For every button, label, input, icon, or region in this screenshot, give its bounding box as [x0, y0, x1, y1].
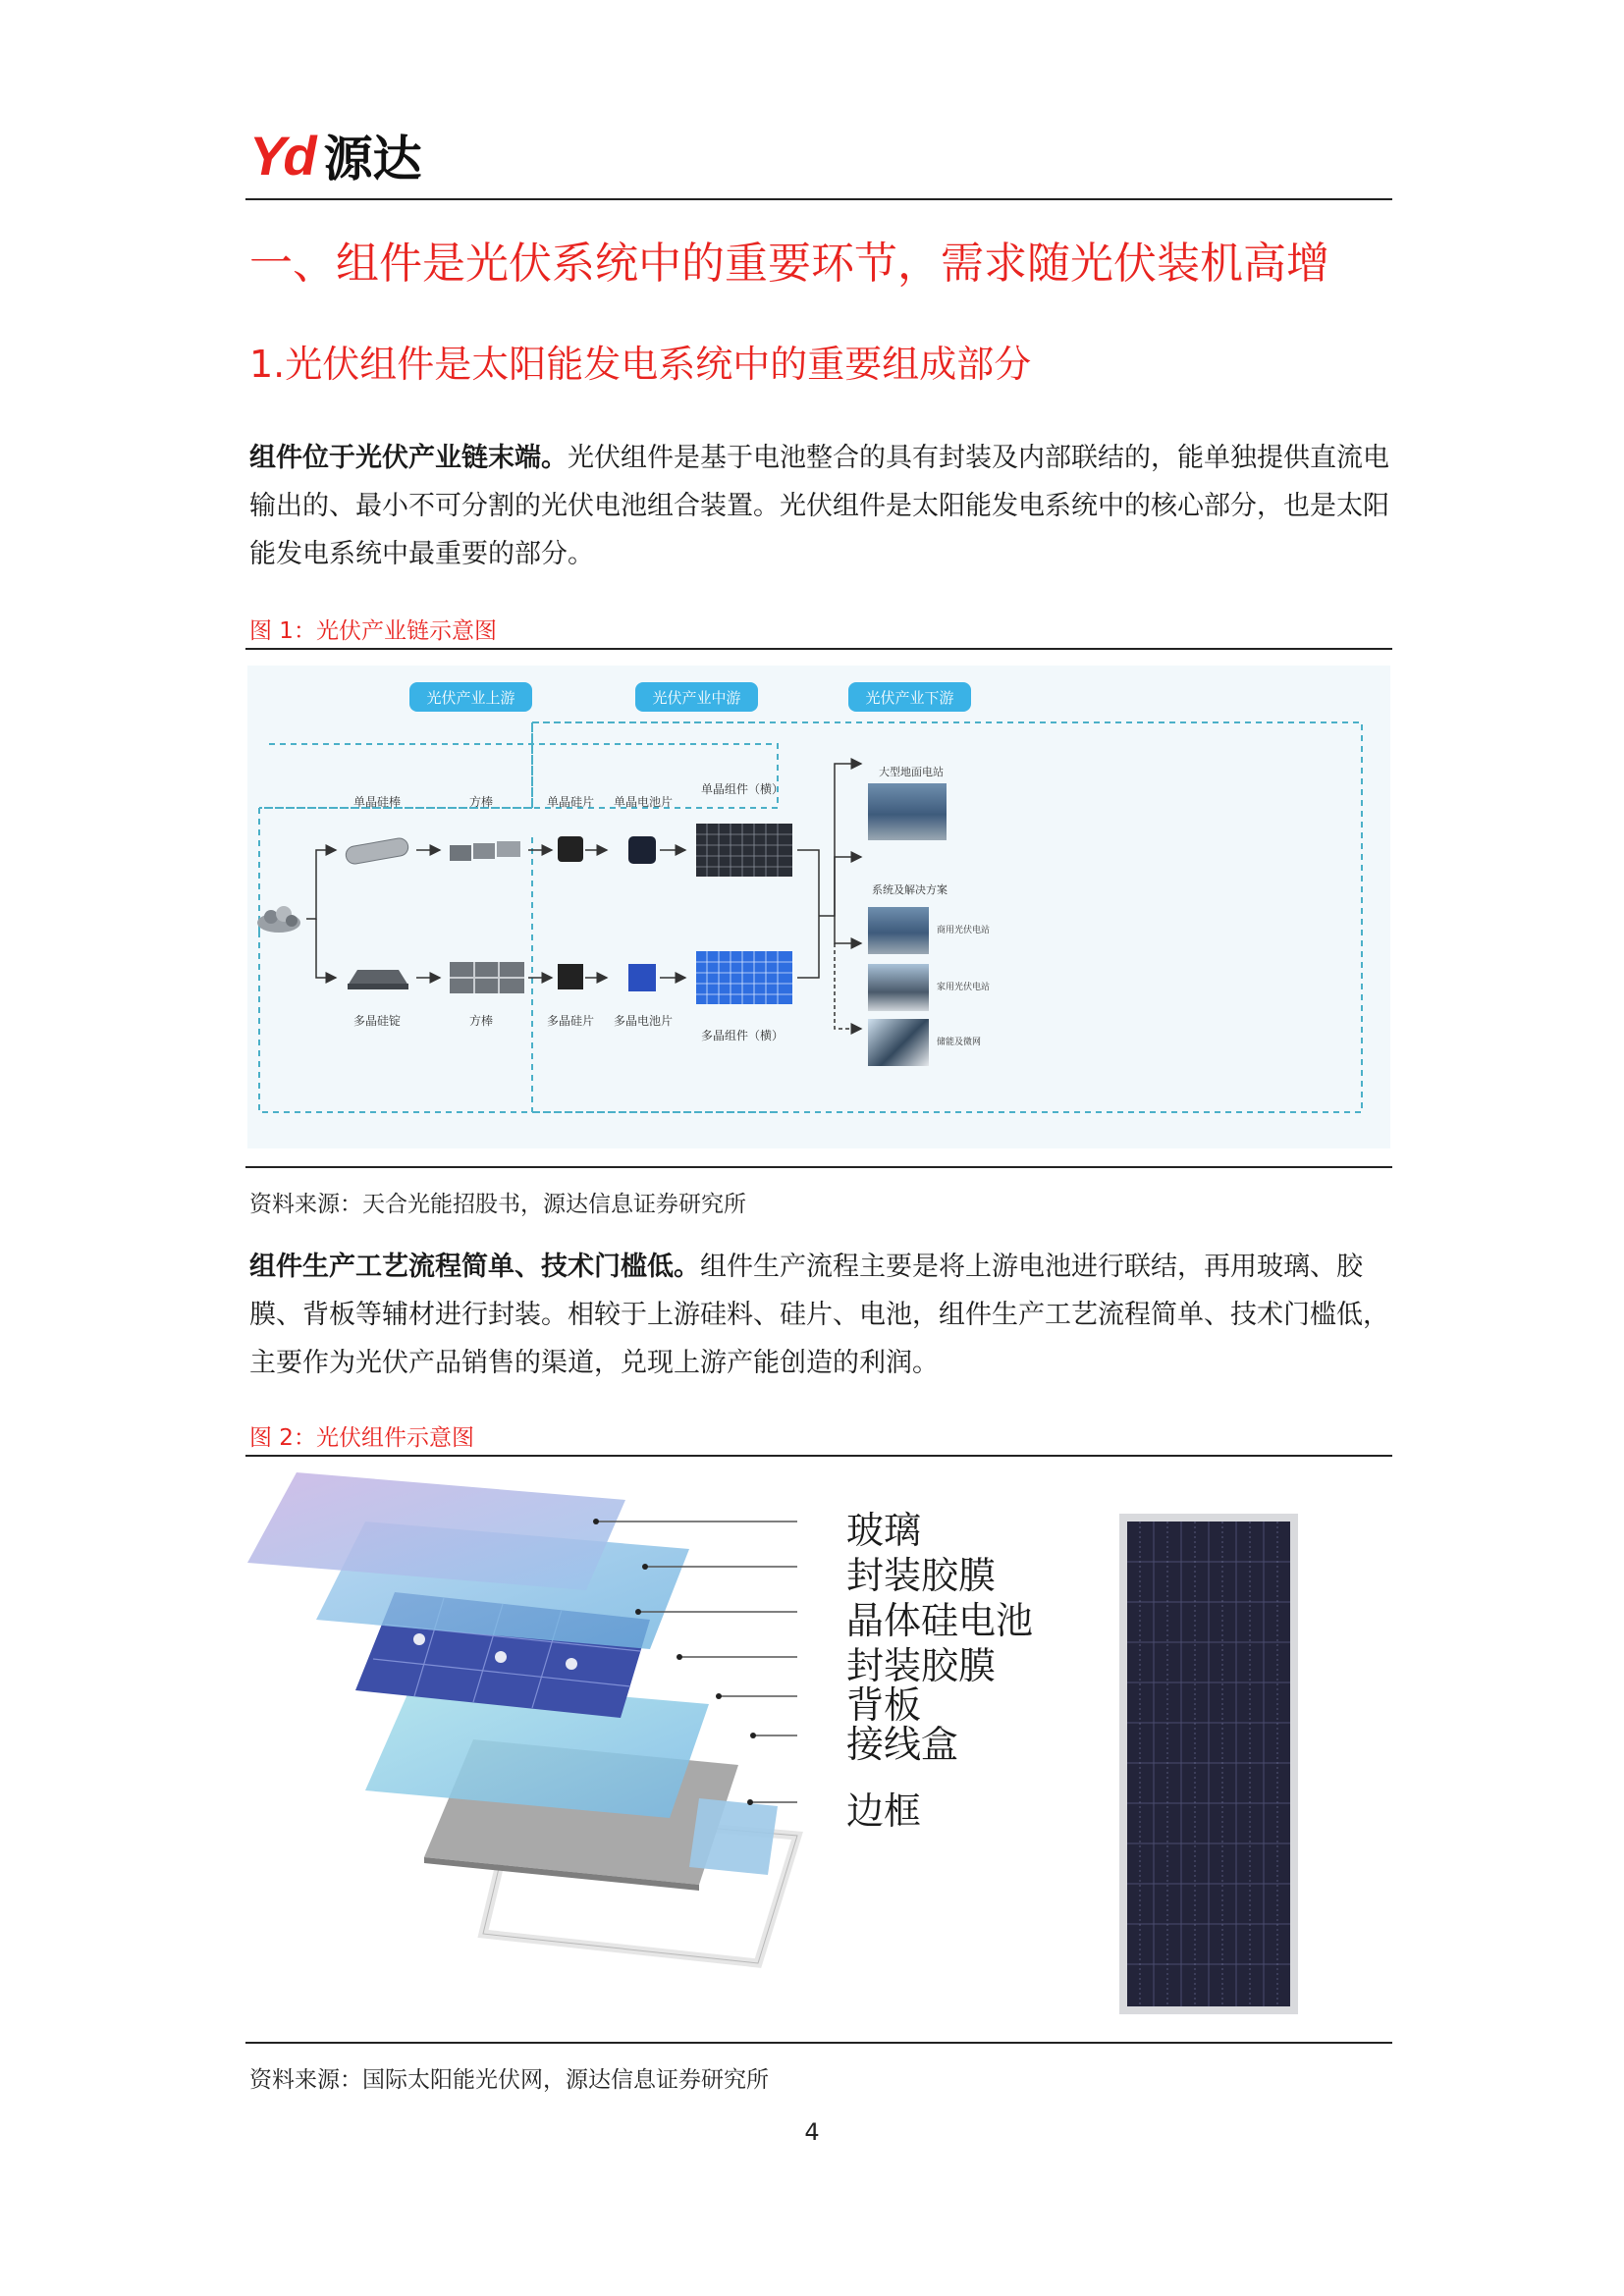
ground-station-photo — [868, 783, 947, 840]
layer-label-frame: 边框 — [846, 1789, 922, 1833]
figure-1-lines — [247, 666, 1390, 1148]
figure-1-bottom-rule — [245, 1166, 1392, 1168]
storage-microgrid-photo — [868, 1019, 929, 1066]
mono-cell-label: 单晶电池片 — [614, 795, 674, 809]
poly-wafer-label: 多晶硅片 — [547, 1014, 595, 1028]
commercial-station-photo — [868, 907, 929, 954]
commercial-station-label: 商用光伏电站 — [937, 926, 991, 935]
logo-mark: Yd — [249, 124, 314, 187]
poly-module-icon — [695, 950, 793, 1005]
figure-2-bottom-rule — [245, 2042, 1392, 2044]
poly-wafer-icon — [558, 964, 583, 989]
layer-label-junction-box: 接线盒 — [846, 1723, 959, 1766]
home-station-photo — [868, 964, 929, 1011]
poly-ingot-icon — [342, 964, 414, 993]
layer-label-glass: 玻璃 — [846, 1509, 922, 1552]
mono-wafer-label: 单晶硅片 — [547, 795, 595, 809]
figure-1-top-rule — [245, 648, 1392, 650]
figure-2-diagram — [247, 1472, 1390, 2022]
paragraph-2 — [249, 1243, 1396, 1387]
poly-ingot-label: 多晶硅锭 — [353, 1014, 402, 1028]
stage-downstream: 光伏产业下游 — [848, 682, 971, 712]
mono-cell-icon — [628, 836, 656, 864]
figure-1-diagram — [247, 666, 1390, 1148]
mono-ingot-icon — [342, 836, 414, 866]
paragraph-1 — [249, 434, 1396, 578]
ground-station-label: 大型地面电站 — [879, 766, 944, 778]
poly-cell-icon — [628, 964, 656, 991]
mono-square-rod-icon — [446, 836, 528, 866]
mono-module-icon — [695, 823, 793, 878]
figure-2-source: 资料来源：国际太阳能光伏网，源达信息证券研究所 — [249, 2067, 769, 2093]
poly-square-rod-icon — [446, 958, 528, 997]
exploded-module-illustration — [247, 1472, 817, 2022]
subsection-title: 1.光伏组件是太阳能发电系统中的重要组成部分 — [249, 343, 1032, 386]
paragraph-1-lead: 组件位于光伏产业链末端。 — [249, 443, 568, 473]
mono-rod-label: 方棒 — [469, 795, 494, 809]
figure-2-caption: 图 2：光伏组件示意图 — [249, 1425, 474, 1451]
paragraph-2-lead: 组件生产工艺流程简单、技术门槛低。 — [249, 1252, 700, 1282]
poly-rod-label: 方棒 — [469, 1014, 494, 1028]
solar-panel-photo — [1119, 1514, 1298, 2014]
logo — [249, 126, 422, 185]
mono-ingot-label: 单晶硅棒 — [353, 795, 402, 809]
layer-label-eva-bottom: 封装胶膜 — [846, 1644, 997, 1687]
figure-1-source: 资料来源：天合光能招股书，源达信息证券研究所 — [249, 1192, 746, 1217]
poly-module-label: 多晶组件（横） — [701, 1029, 785, 1042]
logo-text: 源达 — [323, 131, 422, 187]
layer-label-backsheet: 背板 — [846, 1683, 922, 1727]
solutions-label: 系统及解决方案 — [872, 883, 947, 896]
layer-label-cells: 晶体硅电池 — [846, 1599, 1034, 1642]
mono-module-label: 单晶组件（横） — [701, 782, 785, 796]
stage-midstream: 光伏产业中游 — [635, 682, 758, 712]
poly-cell-label: 多晶电池片 — [614, 1014, 674, 1028]
header-rule — [245, 198, 1392, 200]
mono-wafer-icon — [558, 836, 583, 862]
stage-upstream: 光伏产业上游 — [409, 682, 532, 712]
paragraph-2-body: 组件生产流程主要是将上游电池进行联结，再用玻璃、胶膜、背板等辅材进行封装。相较于上游硅料、硅片、电池，组件生产工艺流程简单、技术门槛低，主要作为光伏产品销售的渠道，兑现上游产能创造的利润。 — [249, 1252, 1389, 1378]
page-number: 4 — [804, 2118, 820, 2146]
raw-silicon-icon — [255, 899, 302, 934]
home-station-label: 家用光伏电站 — [937, 983, 991, 992]
figure-1-caption: 图 1：光伏产业链示意图 — [249, 618, 497, 644]
storage-microgrid-label: 储能及微网 — [937, 1038, 982, 1047]
solar-panel-grid — [1119, 1514, 1298, 2014]
figure-2-top-rule — [245, 1455, 1392, 1457]
section-title: 一、组件是光伏系统中的重要环节，需求随光伏装机高增 — [249, 239, 1329, 289]
layer-label-eva-top: 封装胶膜 — [846, 1554, 997, 1597]
paragraph-1-body: 光伏组件是基于电池整合的具有封装及内部联结的，能单独提供直流电输出的、最小不可分割的光伏电池组合装置。光伏组件是太阳能发电系统中的核心部分，也是太阳能发电系统中最重要的部分。 — [249, 443, 1389, 569]
